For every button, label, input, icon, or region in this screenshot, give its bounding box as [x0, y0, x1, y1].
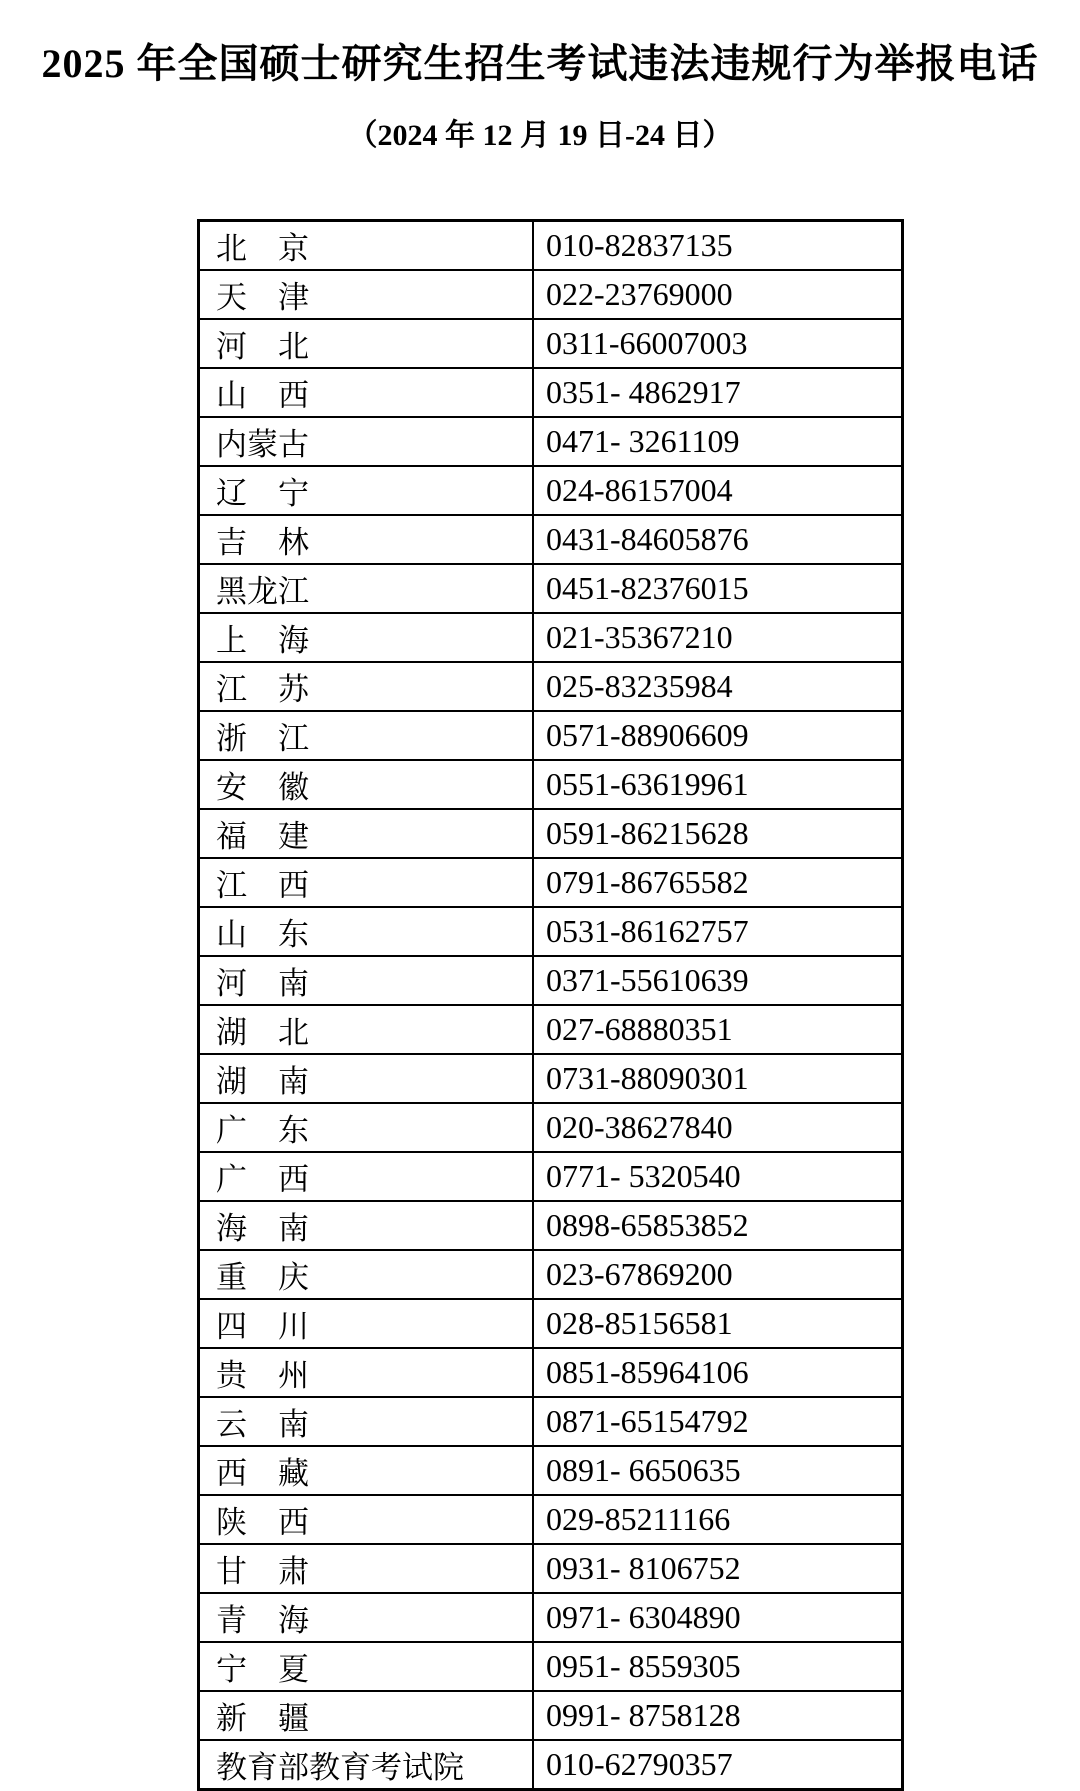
- region-name: 河 南: [199, 956, 534, 1005]
- region-name: 甘 肃: [199, 1544, 534, 1593]
- region-name: 河 北: [199, 319, 534, 368]
- region-name: 浙 江: [199, 711, 534, 760]
- table-row: [199, 760, 903, 809]
- table-row: [199, 809, 903, 858]
- table-row: [199, 956, 903, 1005]
- table-row: [199, 1593, 903, 1642]
- phone-number: 0898-65853852: [533, 1201, 903, 1250]
- phone-number: 023-67869200: [533, 1250, 903, 1299]
- region-name: 山 西: [199, 368, 534, 417]
- region-name: 内蒙古: [199, 417, 534, 466]
- phone-number: 025-83235984: [533, 662, 903, 711]
- table-row: [199, 1397, 903, 1446]
- region-name: 山 东: [199, 907, 534, 956]
- phone-number: 0531-86162757: [533, 907, 903, 956]
- region-name: 湖 南: [199, 1054, 534, 1103]
- table-row: [199, 613, 903, 662]
- region-name: 西 藏: [199, 1446, 534, 1495]
- region-name: 天 津: [199, 270, 534, 319]
- phone-number: 0871-65154792: [533, 1397, 903, 1446]
- table-row: [199, 1250, 903, 1299]
- region-name: 广 西: [199, 1152, 534, 1201]
- table-row: [199, 417, 903, 466]
- phone-number: 0891- 6650635: [533, 1446, 903, 1495]
- table-row: [199, 515, 903, 564]
- region-name: 安 徽: [199, 760, 534, 809]
- table-row: [199, 907, 903, 956]
- phone-number: 028-85156581: [533, 1299, 903, 1348]
- region-name: 江 苏: [199, 662, 534, 711]
- phone-number: 0931- 8106752: [533, 1544, 903, 1593]
- table-row: [199, 1348, 903, 1397]
- page-title: 2025 年全国硕士研究生招生考试违法违规行为举报电话: [41, 41, 1039, 86]
- table-row: [199, 1152, 903, 1201]
- table-row: [199, 1005, 903, 1054]
- region-name: 上 海: [199, 613, 534, 662]
- phone-number: 0351- 4862917: [533, 368, 903, 417]
- table-row: [199, 221, 903, 271]
- page-subtitle: （2024 年 12 月 19 日-24 日）: [347, 119, 733, 152]
- phone-number: 0951- 8559305: [533, 1642, 903, 1691]
- phone-number: 022-23769000: [533, 270, 903, 319]
- region-name: 福 建: [199, 809, 534, 858]
- table-row: [199, 1103, 903, 1152]
- table-row: [199, 1691, 903, 1740]
- region-name: 湖 北: [199, 1005, 534, 1054]
- phone-number: 0571-88906609: [533, 711, 903, 760]
- phone-number: 0771- 5320540: [533, 1152, 903, 1201]
- table-row: [199, 858, 903, 907]
- phone-number: 027-68880351: [533, 1005, 903, 1054]
- table-row: [199, 1544, 903, 1593]
- phone-number: 020-38627840: [533, 1103, 903, 1152]
- region-name: 江 西: [199, 858, 534, 907]
- table-row: [199, 1740, 903, 1790]
- phone-number: 0451-82376015: [533, 564, 903, 613]
- phone-number: 0471- 3261109: [533, 417, 903, 466]
- phone-number: 0551-63619961: [533, 760, 903, 809]
- phone-number: 0371-55610639: [533, 956, 903, 1005]
- region-name: 辽 宁: [199, 466, 534, 515]
- phone-number: 010-62790357: [533, 1740, 903, 1790]
- report-phone-table-body: [199, 221, 903, 1790]
- region-name: 北 京: [199, 221, 534, 271]
- table-row: [199, 1446, 903, 1495]
- phone-number: 0311-66007003: [533, 319, 903, 368]
- table-row: [199, 1201, 903, 1250]
- table-row: [199, 662, 903, 711]
- region-name: 陕 西: [199, 1495, 534, 1544]
- region-name: 教育部教育考试院: [199, 1740, 534, 1790]
- region-name: 宁 夏: [199, 1642, 534, 1691]
- phone-number: 0431-84605876: [533, 515, 903, 564]
- region-name: 海 南: [199, 1201, 534, 1250]
- table-row: [199, 368, 903, 417]
- table-row: [199, 270, 903, 319]
- phone-number: 0991- 8758128: [533, 1691, 903, 1740]
- report-phone-table: [197, 219, 904, 1791]
- table-row: [199, 466, 903, 515]
- table-row: [199, 1299, 903, 1348]
- phone-number: 0791-86765582: [533, 858, 903, 907]
- region-name: 四 川: [199, 1299, 534, 1348]
- phone-number: 0731-88090301: [533, 1054, 903, 1103]
- phone-number: 010-82837135: [533, 221, 903, 271]
- phone-number: 024-86157004: [533, 466, 903, 515]
- table-row: [199, 1495, 903, 1544]
- phone-number: 0591-86215628: [533, 809, 903, 858]
- phone-number: 0971- 6304890: [533, 1593, 903, 1642]
- region-name: 黑龙江: [199, 564, 534, 613]
- region-name: 青 海: [199, 1593, 534, 1642]
- region-name: 广 东: [199, 1103, 534, 1152]
- region-name: 新 疆: [199, 1691, 534, 1740]
- phone-number: 029-85211166: [533, 1495, 903, 1544]
- region-name: 云 南: [199, 1397, 534, 1446]
- table-row: [199, 711, 903, 760]
- phone-number: 0851-85964106: [533, 1348, 903, 1397]
- region-name: 吉 林: [199, 515, 534, 564]
- table-row: [199, 319, 903, 368]
- table-row: [199, 564, 903, 613]
- phone-number: 021-35367210: [533, 613, 903, 662]
- region-name: 贵 州: [199, 1348, 534, 1397]
- table-row: [199, 1054, 903, 1103]
- region-name: 重 庆: [199, 1250, 534, 1299]
- table-row: [199, 1642, 903, 1691]
